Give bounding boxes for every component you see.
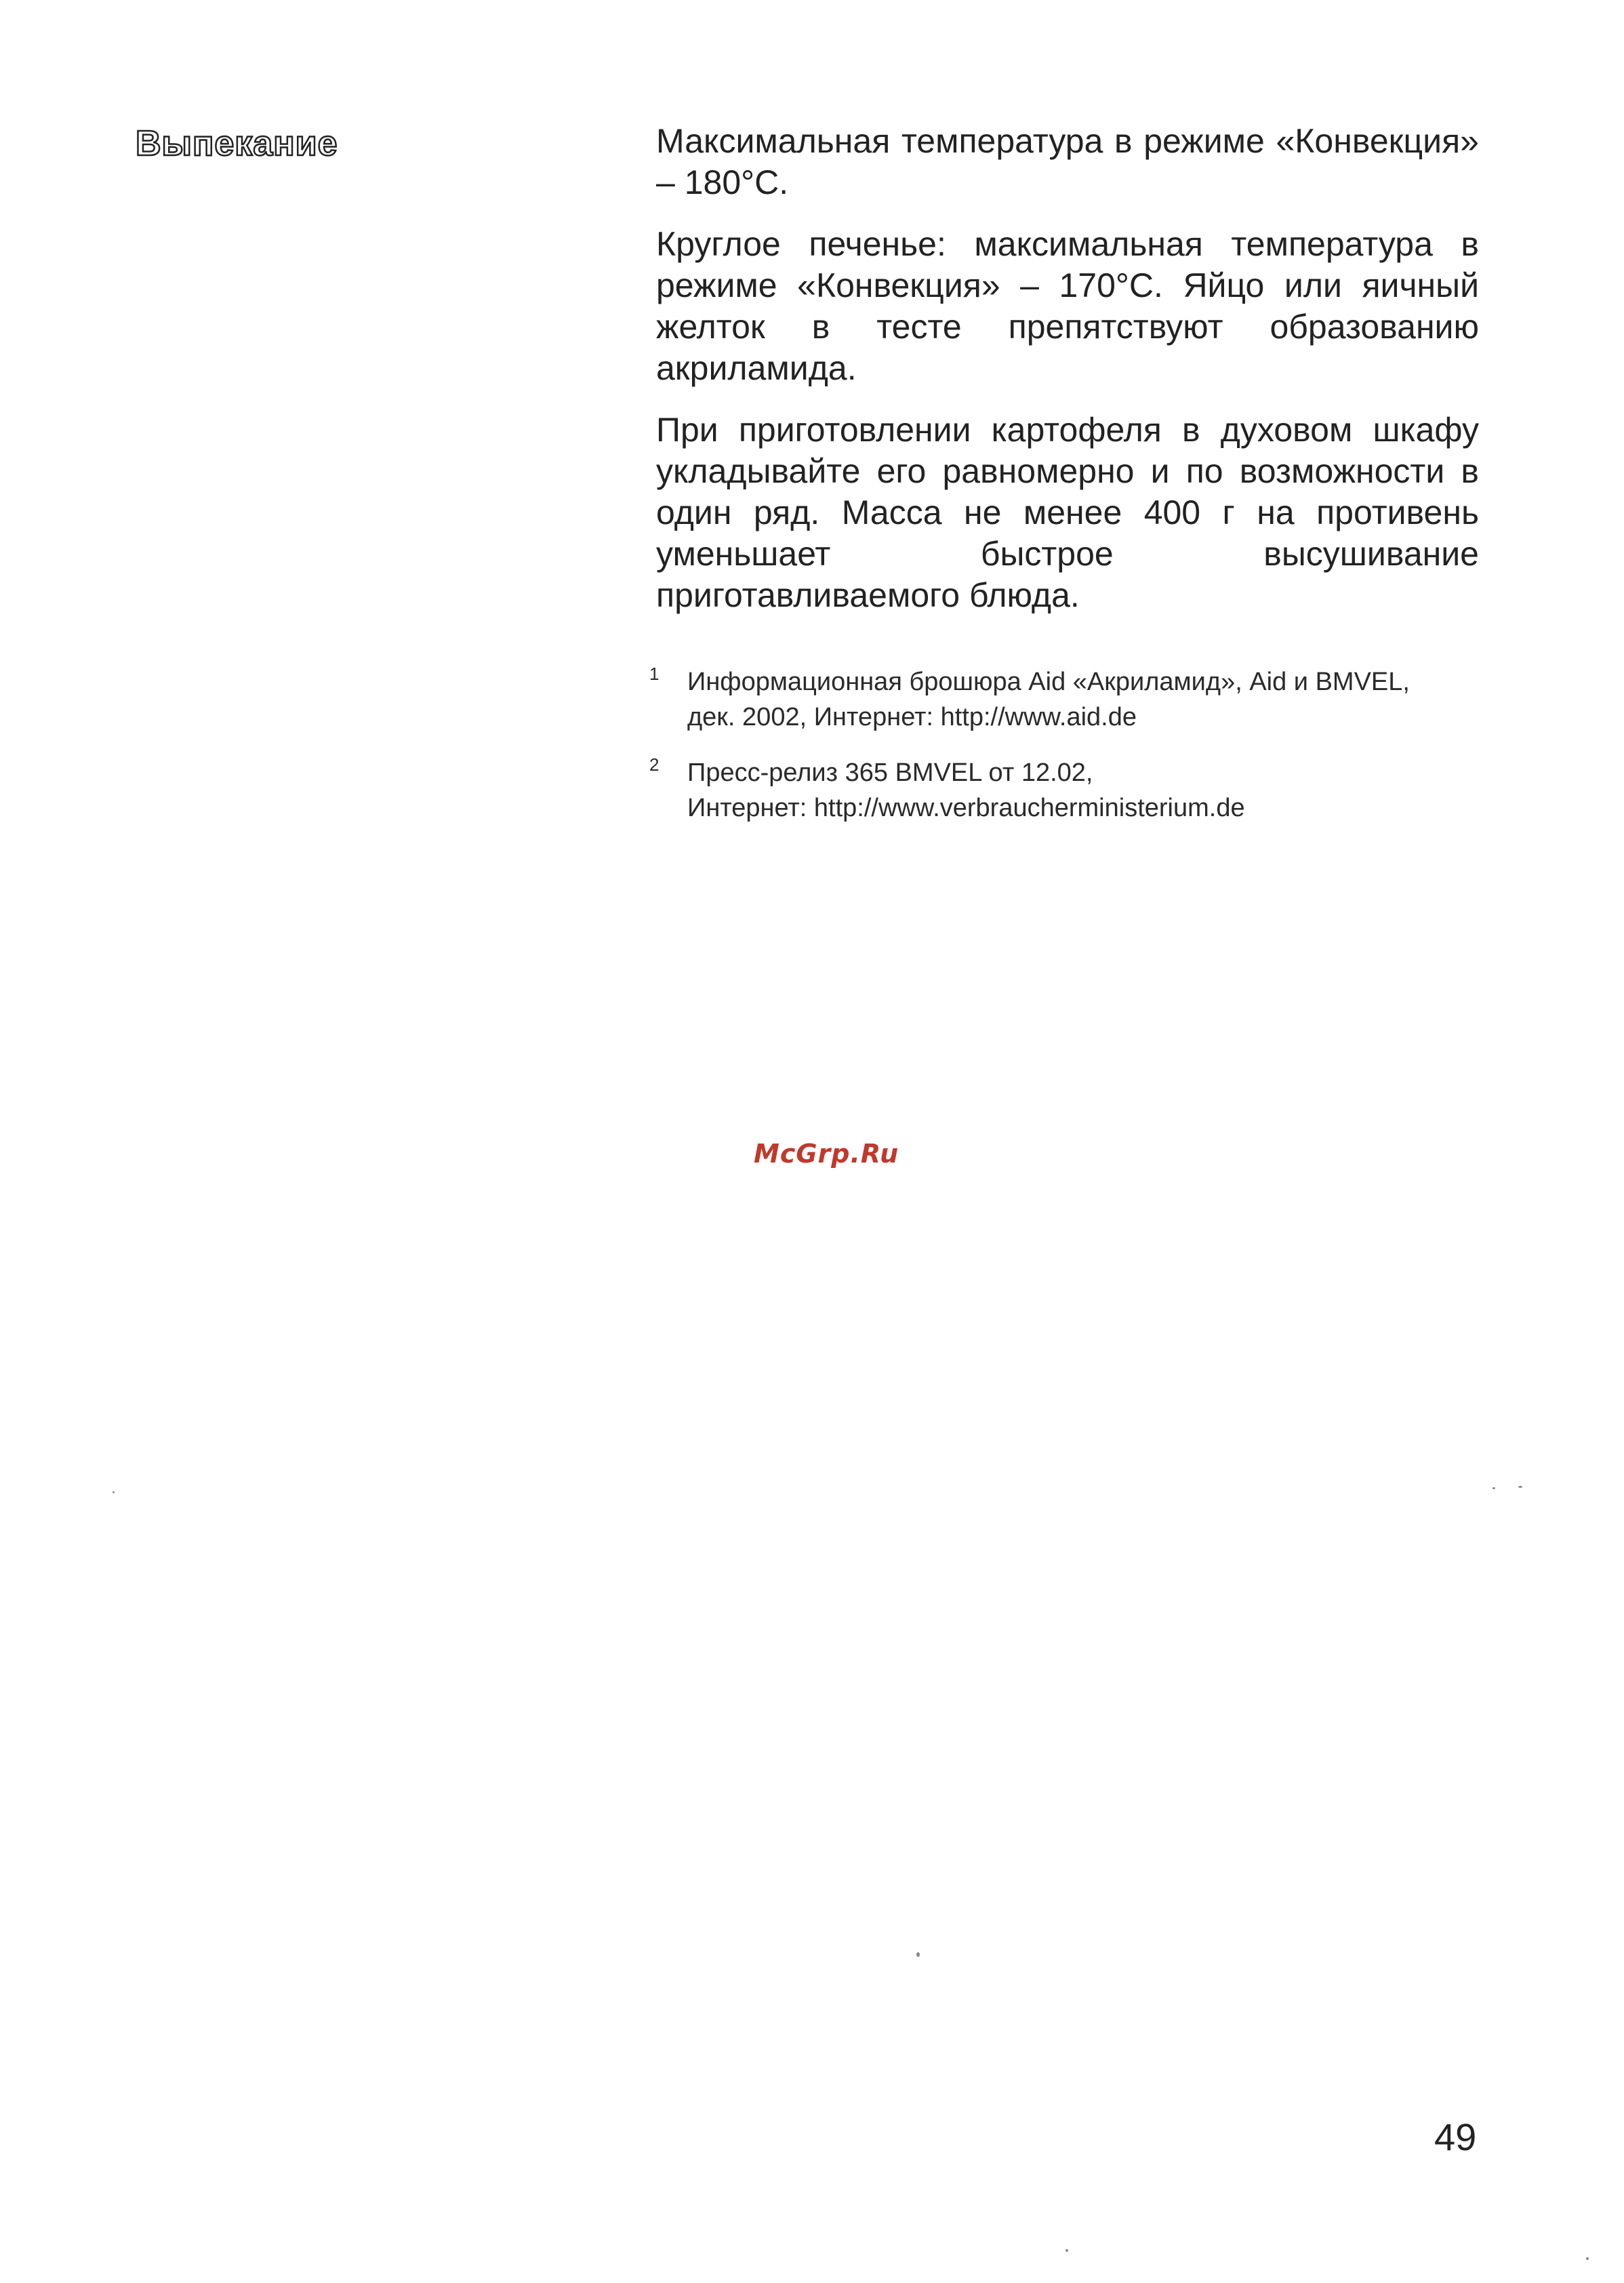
section-heading: Выпекание — [136, 124, 338, 163]
footnotes — [649, 664, 1503, 846]
footnote-text-line: Пресс-релиз 365 BMVEL от 12.02, — [687, 759, 1093, 787]
scan-speck — [1493, 1487, 1495, 1489]
page-number: 49 — [1434, 2116, 1477, 2158]
paragraph-round-cookies: Круглое печенье: максимальная температура в режиме «Конвекция» – 170°C. Яйцо или яичный желток в тесте препятствуют образованию акриламида. — [656, 225, 1479, 387]
footnote-text-line: Информационная брошюра Aid «Акриламид», Aid и BMVEL, — [687, 668, 1410, 696]
scan-speck — [1586, 2257, 1589, 2260]
footnote-2 — [649, 755, 1503, 826]
scan-speck — [916, 1952, 920, 1957]
scan-speck — [113, 1491, 115, 1493]
watermark-text: McGrp.Ru — [754, 1139, 899, 1169]
paragraph-convection-max-temp: Максимальная температура в режиме «Конвекция» – 180°C. — [656, 122, 1479, 201]
footnote-1 — [649, 664, 1503, 735]
footnote-mark: 1 — [649, 664, 659, 684]
footnote-text-line: Интернет: http://www.verbraucherministerium.de — [687, 794, 1245, 822]
scan-speck — [1518, 1486, 1522, 1488]
footnote-text-line: дек. 2002, Интернет: http://www.aid.de — [687, 703, 1137, 731]
scan-speck — [1065, 2249, 1068, 2252]
paragraph-potatoes: При приготовлении картофеля в духовом шкафу укладывайте его равномерно и по возможности в один ряд. Масса не менее 400 г на противень уменьшает быстрое высушивание приготавливаемого блюда. — [656, 411, 1479, 614]
footnote-mark: 2 — [649, 754, 659, 775]
body-text — [656, 121, 1479, 637]
